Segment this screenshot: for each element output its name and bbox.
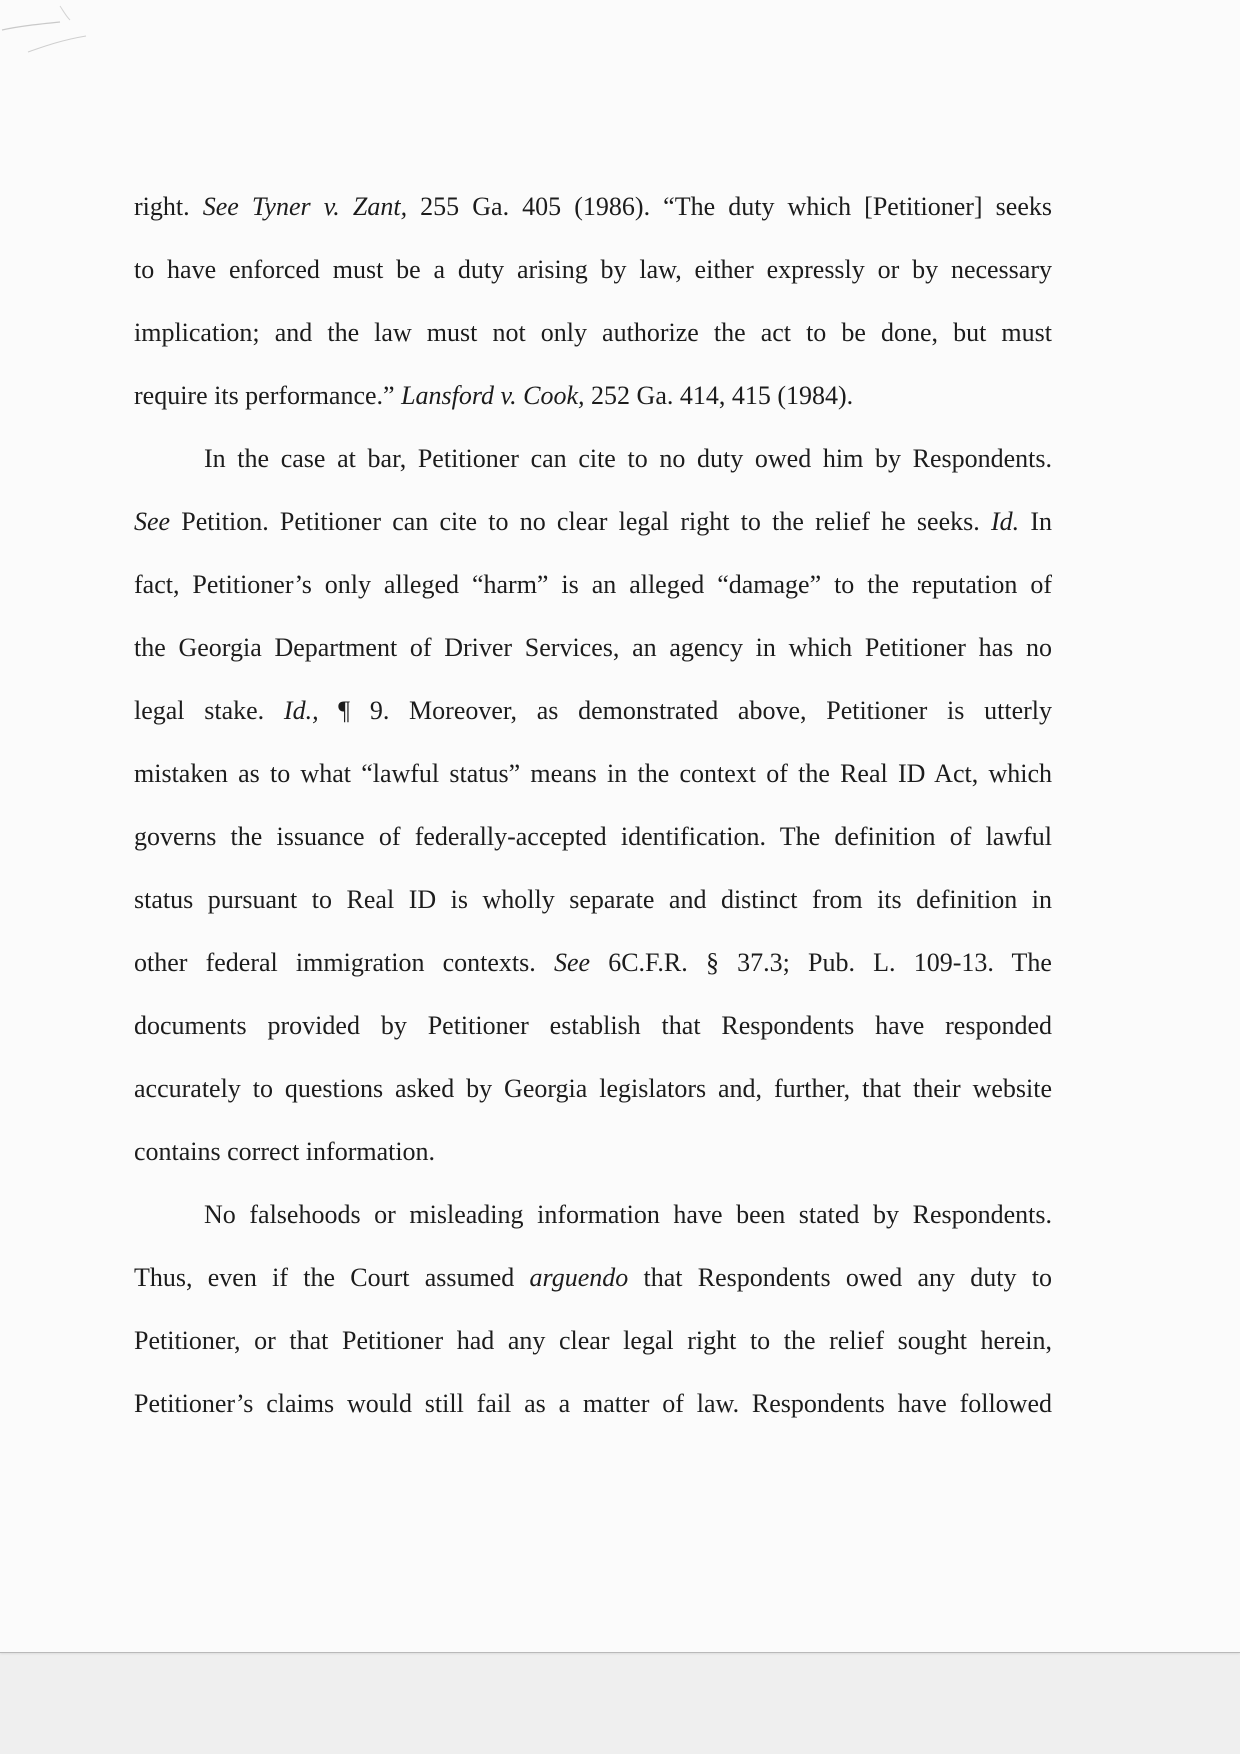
text-segment: that Respondents owed any duty to (628, 1263, 1052, 1292)
text-line (134, 175, 1052, 238)
text-line (134, 868, 1052, 931)
text-segment: the Georgia Department of Driver Services, an agency in which Petitioner has no (134, 633, 1052, 662)
text-segment: require its performance.” (134, 381, 402, 410)
text-line (134, 1372, 1052, 1435)
text-segment: Petition. Petitioner can cite to no clear legal right to the relief he seeks. (170, 507, 991, 536)
text-line (134, 805, 1052, 868)
text-line (134, 616, 1052, 679)
text-segment: right. (134, 192, 203, 221)
text-segment: No falsehoods or misleading information have been stated by Respondents. (204, 1200, 1052, 1229)
text-segment: status pursuant to Real ID is wholly separate and distinct from its definition in (134, 885, 1052, 914)
text-line (134, 994, 1052, 1057)
text-line (134, 1120, 1052, 1183)
text-segment: governs the issuance of federally-accepted identification. The definition of lawful (134, 822, 1052, 851)
text-segment: Thus, even if the Court assumed (134, 1263, 530, 1292)
text-line (134, 742, 1052, 805)
text-line (134, 364, 1052, 427)
text-line (134, 1309, 1052, 1372)
text-segment: other federal immigration contexts. (134, 948, 554, 977)
citation-italic: See (553, 948, 591, 977)
citation-italic: See (134, 507, 171, 536)
text-segment: In (1019, 507, 1052, 536)
text-segment: ¶ 9. Moreover, as demonstrated above, Petitioner is utterly (318, 696, 1052, 725)
text-line (134, 427, 1052, 490)
text-line (134, 931, 1052, 994)
text-segment: mistaken as to what “lawful status” means in the context of the Real ID Act, which (134, 759, 1052, 788)
text-segment: In the case at bar, Petitioner can cite to no duty owed him by Respondents. (204, 444, 1052, 473)
text-segment: Petitioner, or that Petitioner had any clear legal right to the relief sought herein, (134, 1326, 1052, 1355)
text-segment: fact, Petitioner’s only alleged “harm” is an alleged “damage” to the reputation of (134, 570, 1052, 599)
citation-italic: Id., (283, 696, 319, 725)
text-segment: implication; and the law must not only authorize the act to be done, but must (134, 318, 1052, 347)
text-line (134, 1057, 1052, 1120)
text-line (134, 238, 1052, 301)
citation-italic: Lansford v. Cook, (401, 381, 585, 410)
text-segment: 255 Ga. 405 (1986). “The duty which [Petitioner] seeks (407, 192, 1052, 221)
text-line (134, 553, 1052, 616)
text-segment: to have enforced must be a duty arising by law, either expressly or by necessary (134, 255, 1052, 284)
text-line (134, 301, 1052, 364)
citation-italic: Id. (990, 507, 1020, 536)
citation-italic: See Tyner v. Zant, (202, 192, 408, 221)
text-segment: Petitioner’s claims would still fail as a matter of law. Respondents have followed (134, 1389, 1052, 1418)
citation-italic: arguendo (529, 1263, 629, 1292)
text-line (134, 679, 1052, 742)
scan-smudge-mark (0, 0, 110, 70)
text-segment: accurately to questions asked by Georgia legislators and, further, that their website (134, 1074, 1052, 1103)
body-text (134, 175, 1052, 1435)
text-line (134, 1246, 1052, 1309)
text-line (134, 1183, 1052, 1246)
text-segment: contains correct information. (134, 1137, 436, 1166)
text-segment: 252 Ga. 414, 415 (1984). (584, 381, 854, 410)
text-segment: legal stake. (134, 696, 284, 725)
text-line (134, 490, 1052, 553)
text-segment: 6C.F.R. § 37.3; Pub. L. 109-13. The (590, 948, 1052, 977)
text-segment: documents provided by Petitioner establish that Respondents have responded (134, 1011, 1052, 1040)
